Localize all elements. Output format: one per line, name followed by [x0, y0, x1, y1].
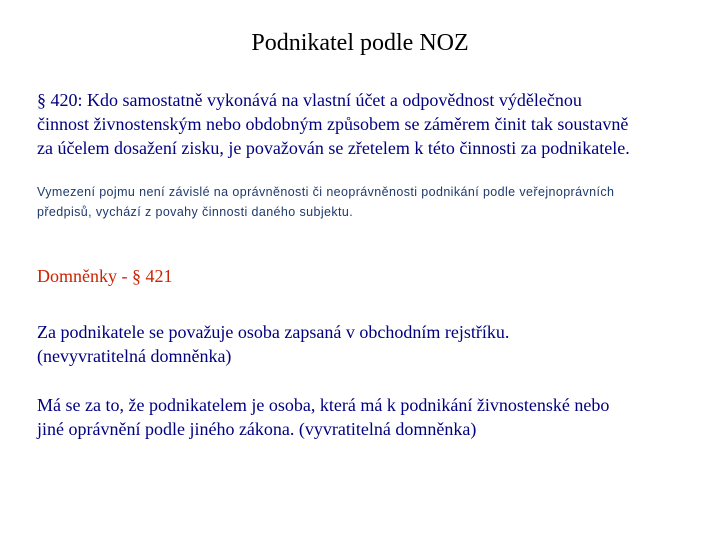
text-line: za účelem dosažení zisku, je považován se zřetelem k této činnosti za podnikatele. [37, 138, 630, 158]
text-line: (nevyvratitelná domněnka) [37, 346, 232, 366]
section-420-paragraph [37, 88, 702, 160]
section-421-heading: Domněnky - § 421 [37, 266, 173, 286]
presumption-rebuttable [37, 393, 702, 441]
slide-title: Podnikatel podle NOZ [251, 30, 469, 56]
text-line: Za podnikatele se považuje osoba zapsaná v obchodním rejstříku. [37, 322, 510, 342]
presumption-irrebuttable [37, 320, 702, 368]
definition-note [37, 182, 702, 222]
text-line: Vymezení pojmu není závislé na oprávněnosti či neoprávněnosti podnikání podle veřejnoprávních [37, 185, 615, 199]
text-line: činnost živnostenským nebo obdobným způsobem se záměrem činit tak soustavně [37, 114, 629, 134]
text-line: Má se za to, že podnikatelem je osoba, která má k podnikání živnostenské nebo [37, 395, 610, 415]
text-line: § 420: Kdo samostatně vykonává na vlastní účet a odpovědnost výdělečnou [37, 90, 582, 110]
text-line: předpisů, vychází z povahy činnosti daného subjektu. [37, 205, 354, 219]
text-line: jiné oprávnění podle jiného zákona. (vyvratitelná domněnka) [37, 419, 477, 439]
